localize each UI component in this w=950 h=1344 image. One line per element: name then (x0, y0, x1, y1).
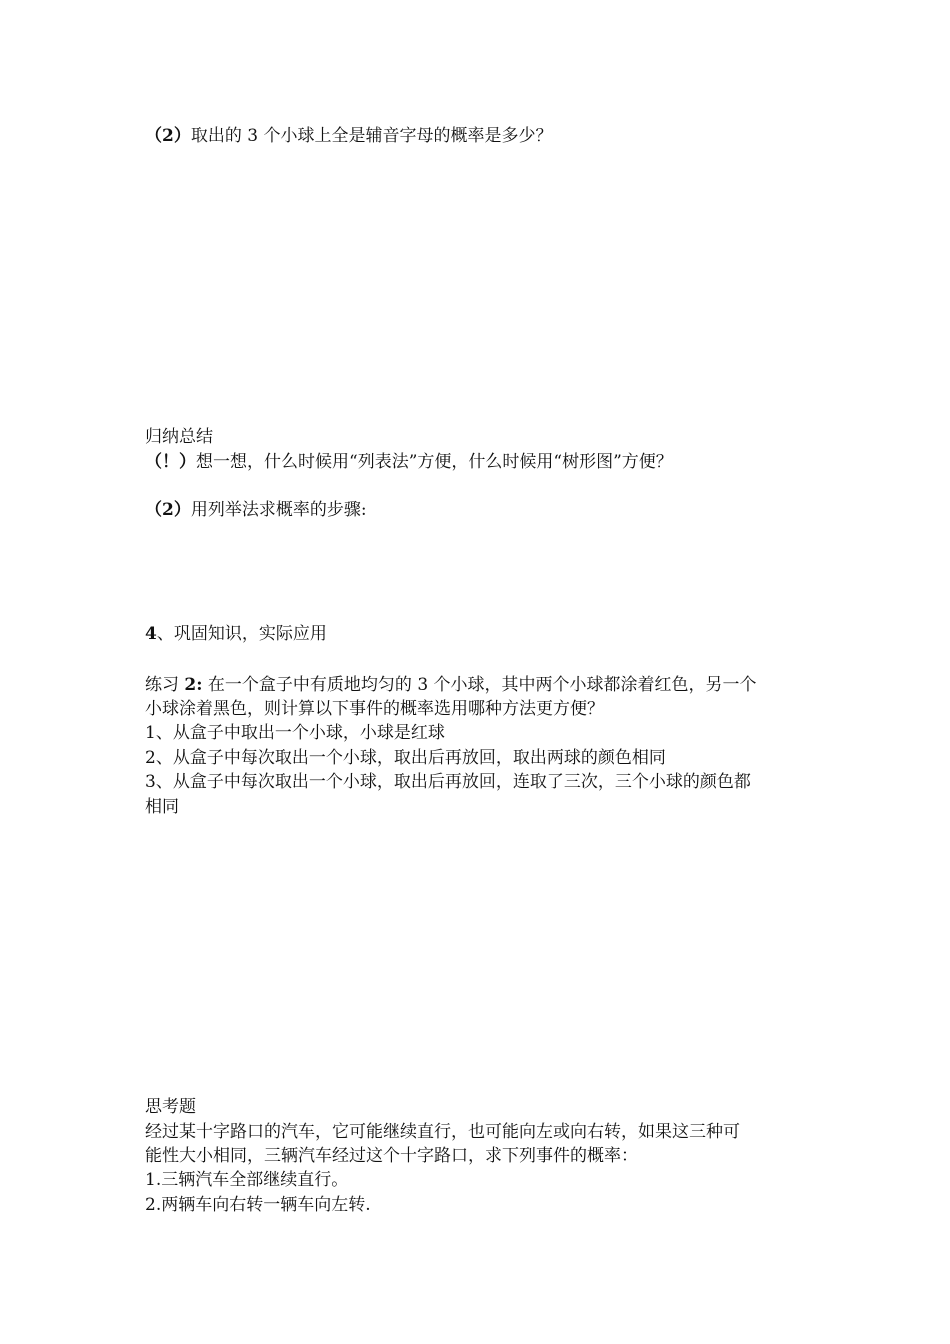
thinking-item-2: 2.两辆车向右转一辆车向左转. (145, 1195, 371, 1215)
summary-item-2 (145, 498, 815, 522)
exercise-2-number: 2: (184, 675, 203, 695)
summary-heading: 归纳总结 (145, 427, 213, 447)
exercise-2-item-3-cont: 相同 (145, 797, 179, 817)
section-4-title: 、巩固知识，实际应用 (156, 624, 327, 644)
summary-item-2-prefix: （2） (145, 500, 191, 520)
section-4-heading (145, 622, 815, 646)
exercise-2-line-1 (145, 673, 815, 697)
thinking-heading: 思考题 (145, 1097, 196, 1117)
question-2-prefix: （2） (145, 126, 191, 146)
summary-item-2-text: 用列举法求概率的步骤: (190, 500, 367, 520)
summary-item-1-text: 想一想，什么时候用“列表法”方便，什么时候用“树形图”方便？ (196, 452, 673, 472)
exercise-2-item-2: 2、从盒子中每次取出一个小球，取出后再放回，取出两球的颜色相同 (145, 748, 666, 768)
exercise-2-text-1: 在一个盒子中有质地均匀的 3 个小球，其中两个小球都涂着红色，另一个 (207, 675, 757, 695)
exercise-2-item-1: 1、从盒子中取出一个小球，小球是红球 (145, 723, 445, 743)
section-4-number: 4 (145, 624, 157, 644)
thinking-line-1: 经过某十字路口的汽车，它可能继续直行，也可能向左或向右转，如果这三种可 (145, 1122, 740, 1142)
question-2-text: 取出的 3 个小球上全是辅音字母的概率是多少？ (190, 126, 553, 146)
summary-item-1-prefix: （！） (145, 452, 196, 472)
question-2 (145, 124, 815, 148)
exercise-2-line-2: 小球涂着黑色，则计算以下事件的概率选用哪种方法更方便？ (145, 699, 604, 719)
thinking-item-1: 1.三辆汽车全部继续直行。 (145, 1170, 349, 1190)
thinking-line-2: 能性大小相同，三辆汽车经过这个十字路口，求下列事件的概率： (145, 1146, 638, 1166)
summary-item-1 (145, 450, 815, 474)
exercise-2-label: 练习 (145, 675, 179, 695)
exercise-2-item-3: 3、从盒子中每次取出一个小球，取出后再放回，连取了三次，三个小球的颜色都 (145, 772, 751, 792)
